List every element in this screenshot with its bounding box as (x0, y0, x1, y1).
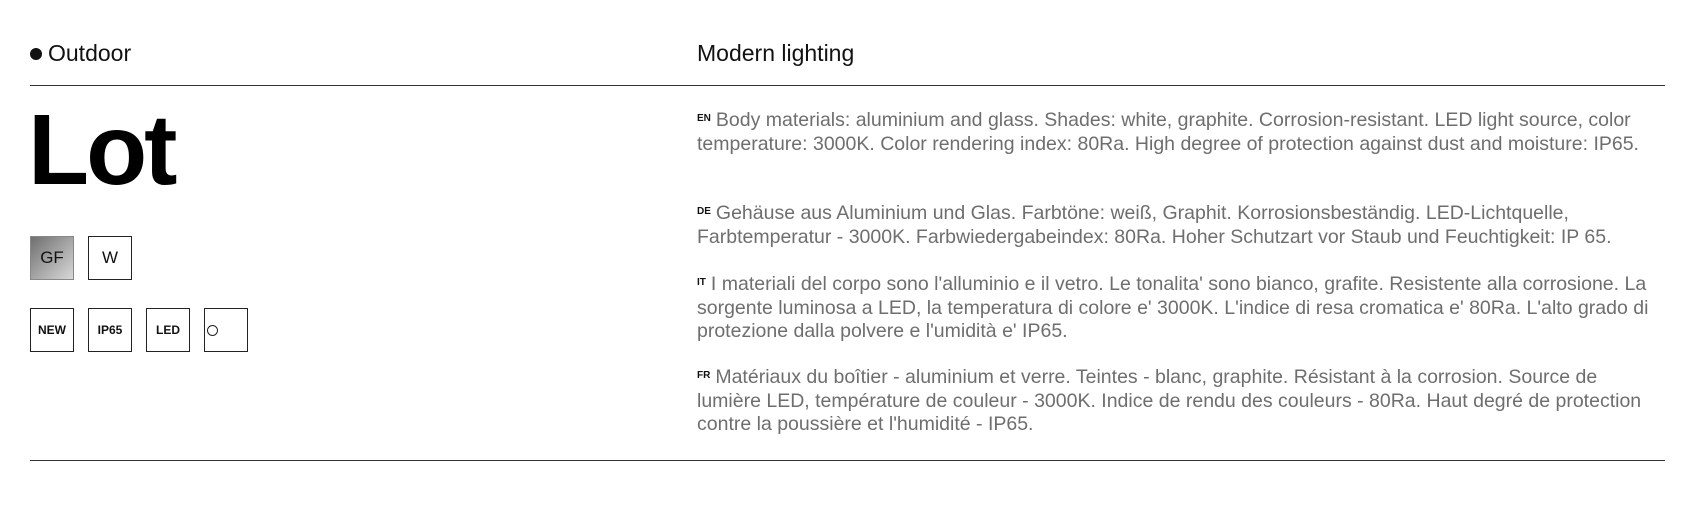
category-label (30, 40, 131, 67)
description-text-de: Gehäuse aus Aluminium und Glas. Farbtöne: weiß, Graphit. Korrosionsbeständig. LED-Lichtquelle, Farbtemperatur - 3000K. Farbwiedergabeindex: 80Ra. Hoher Schutzart vor Staub und Feuchtigkeit: IP 65. (697, 202, 1612, 248)
description-text-en: Body materials: aluminium and glass. Shades: white, graphite. Corrosion-resistant. LED light source, color temperature: 3000K. Color rendering index: 80Ra. High degree of protection against dust and moisture: IP65. (697, 109, 1639, 155)
color-swatch-white[interactable] (88, 236, 132, 280)
lang-tag-en: EN (697, 113, 711, 124)
badge-led: LED (146, 308, 190, 352)
category-text: Outdoor (48, 40, 132, 66)
lang-tag-de: DE (697, 206, 711, 217)
circle-icon (207, 325, 218, 336)
badge-circle (204, 308, 248, 352)
bullet-icon (30, 48, 42, 60)
color-code-gf: GF (40, 248, 64, 267)
top-divider (30, 85, 1665, 86)
description-it (697, 271, 1662, 344)
description-en (697, 107, 1662, 156)
color-code-w: W (101, 248, 119, 267)
lang-tag-it: IT (697, 277, 706, 288)
color-swatch-graphite[interactable] (30, 236, 74, 280)
description-text-fr: Matériaux du boîtier - aluminium et verre. Teintes - blanc, graphite. Résistant à la corrosion. Source de lumière LED, température de couleur - 3000K. Indice de rendu des couleurs - 80Ra. Haut degré de protection contre la poussière et l'humidité - IP65. (697, 366, 1642, 435)
product-title: Lot (28, 94, 175, 206)
lang-tag-fr: FR (697, 370, 711, 381)
description-text-it: I materiali del corpo sono l'alluminio e il vetro. Le tonalita' sono bianco, grafite. Resistente alla corrosione. La sorgente luminosa a LED, la temperatura di colore e' 3000K. L'indice di resa cromatica e' 80Ra. L'alto grado di protezione dalla polvere e l'umidità e' IP65. (697, 273, 1649, 342)
badge-new: NEW (30, 308, 74, 352)
bottom-divider (30, 460, 1665, 461)
badge-ip65: IP65 (88, 308, 132, 352)
description-fr (697, 364, 1662, 437)
series-label: Modern lighting (697, 40, 855, 66)
description-de (697, 200, 1662, 249)
